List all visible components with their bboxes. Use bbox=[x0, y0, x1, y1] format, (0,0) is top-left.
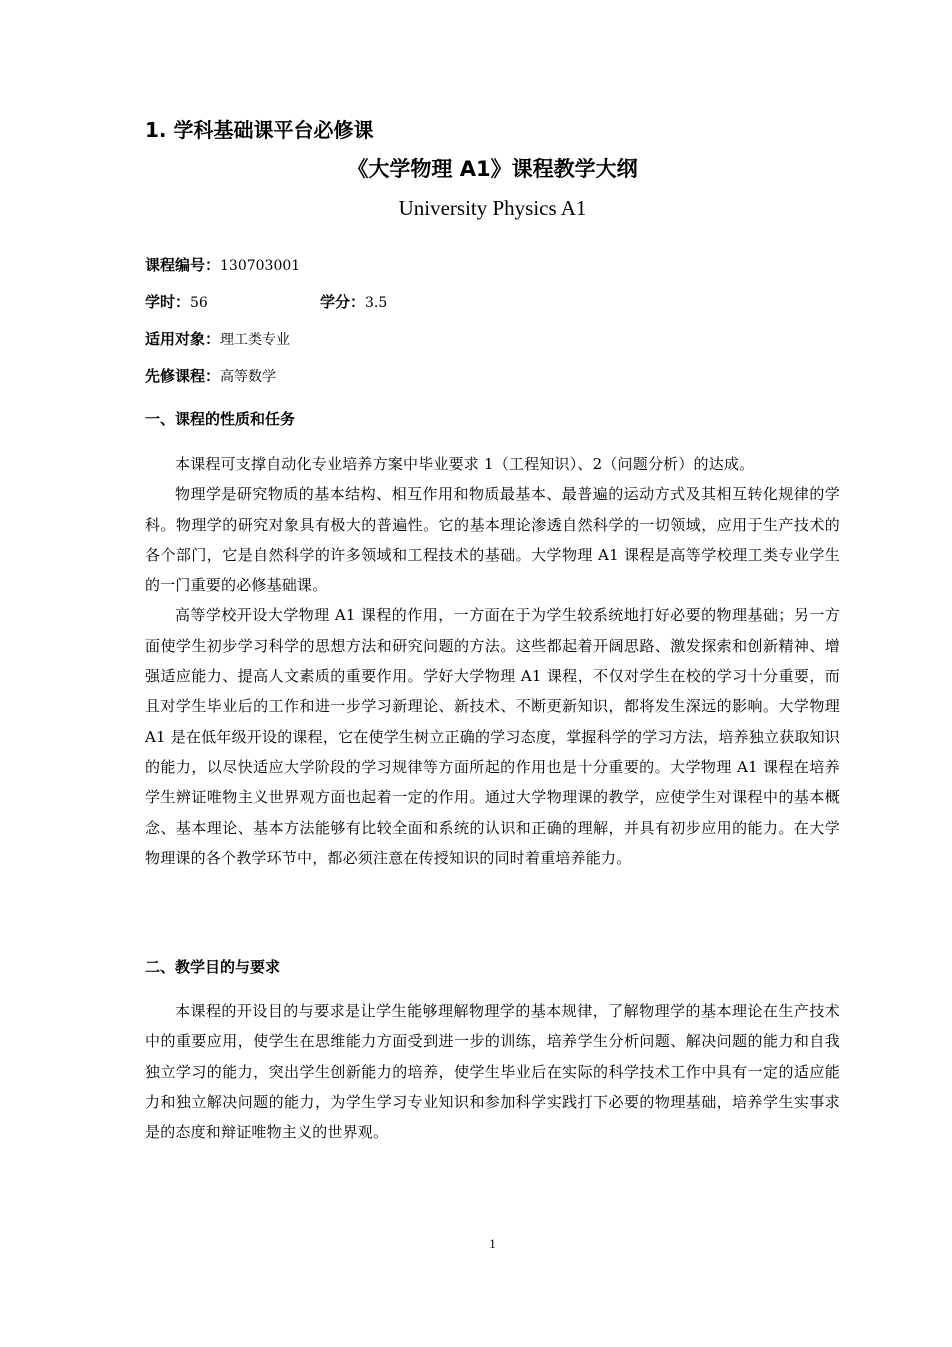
hours-credit-row bbox=[145, 292, 388, 313]
paragraph: 物理学是研究物质的基本结构、相互作用和物质最基本、最普遍的运动方式及其相互转化规律的学科。物理学的研究对象具有极大的普遍性。它的基本理论渗透自然科学的一切领域，应用于生产技术的各个部门，它是自然科学的许多领域和工程技术的基础。大学物理 A1 课程是高等学校理工类专业学生的一门重要的必修基础课。 bbox=[145, 485, 840, 595]
section-body-nature bbox=[145, 449, 840, 873]
prerequisite-value: 高等数学 bbox=[220, 369, 277, 385]
hours-value: 56 bbox=[190, 295, 208, 311]
course-code-row bbox=[145, 255, 300, 276]
hours-label: 学时： bbox=[145, 293, 191, 311]
course-code-value: 130703001 bbox=[220, 258, 301, 274]
prerequisite-label: 先修课程： bbox=[145, 367, 221, 385]
audience-row bbox=[145, 329, 290, 350]
credit-group bbox=[320, 292, 387, 313]
credit-label: 学分： bbox=[320, 293, 366, 311]
prerequisite-row bbox=[145, 366, 276, 387]
paragraph: 高等学校开设大学物理 A1 课程的作用，一方面在于为学生较系统地打好必要的物理基础；另一方面使学生初步学习科学的思想方法和研究问题的方法。这些都起着开阔思路、激发探索和创新精神、增强适应能力、提高人文素质的重要作用。学好大学物理 A1 课程，不仅对学生在校的学习十分重要，而且对学生毕业后的工作和进一步学习新理论、新技术、不断更新知识，都将发生深远的影响。大学物理 A1 是在低年级开设的课程，它在使学生树立正确的学习态度，掌握科学的学习方法，培养独立获取知识的能力，以尽快适应大学阶段的学习规律等方面所起的作用也是十分重要的。大学物理 A1 课程在培养学生辨证唯物主义世界观方面也起着一定的作用。通过大学物理课的教学，应使学生对课程中的基本概念、基本理论、基本方法能够有比较全面和系统的认识和正确的理解，并具有初步应用的能力。在大学物理课的各个教学环节中，都必须注意在传授知识的同时着重培养能力。 bbox=[145, 606, 840, 867]
paragraph: 本课程的开设目的与要求是让学生能够理解物理学的基本规律，了解物理学的基本理论在生产技术中的重要应用，使学生在思维能力方面受到进一步的训练，培养学生分析问题、解决问题的能力和自我独立学习的能力，突出学生创新能力的培养，使学生毕业后在实际的科学技术工作中具有一定的适应能力和独立解决问题的能力，为学生学习专业知识和参加科学实践打下必要的物理基础，培养学生实事求是的态度和辩证唯物主义的世界观。 bbox=[145, 1002, 840, 1142]
audience-label: 适用对象： bbox=[145, 330, 221, 348]
course-title: 《大学物理 A1》课程教学大纲 bbox=[347, 157, 638, 181]
credit-value: 3.5 bbox=[365, 295, 388, 311]
section-title-nature: 一、课程的性质和任务 bbox=[145, 410, 296, 428]
course-code-label: 课程编号： bbox=[145, 256, 221, 274]
course-english-title: University Physics A1 bbox=[398, 196, 587, 220]
section-title-goals: 二、教学目的与要求 bbox=[145, 958, 281, 976]
page-number: 1 bbox=[489, 1236, 496, 1251]
category-heading: 1. 学科基础课平台必修课 bbox=[145, 118, 374, 142]
paragraph: 本课程可支撑自动化专业培养方案中毕业要求 1（工程知识）、2（问题分析）的达成。 bbox=[175, 455, 755, 473]
audience-value: 理工类专业 bbox=[220, 332, 291, 348]
section-body-goals bbox=[145, 996, 840, 1147]
